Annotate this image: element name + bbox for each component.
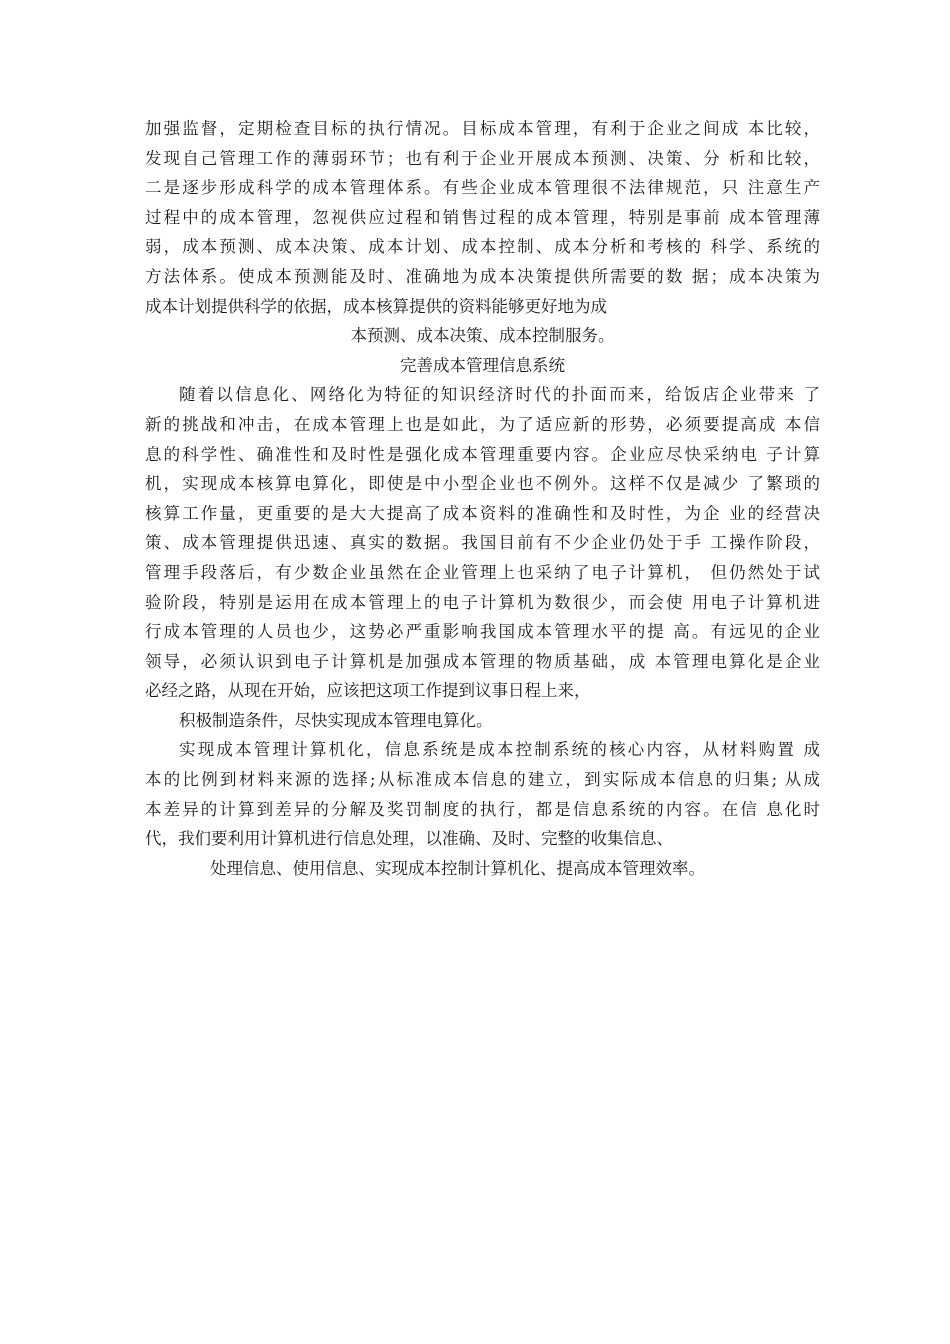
text-line: 加强监督，定期检查目标的执行情况。目标成本管理，有利于企业之间成 本比较， bbox=[145, 119, 820, 138]
document-page bbox=[145, 114, 820, 883]
text-line: 核算工作量，更重要的是大大提高了成本资料的准确性和及时性，为企 业的经营决 bbox=[145, 503, 820, 523]
text-line: 息的科学性、确准性和及时性是强化成本管理重要内容。企业应尽快采纳电 子计算 bbox=[145, 444, 820, 464]
text-line: 管理手段落后，有少数企业虽然在企业管理上也采纳了电子计算机， 但仍然处于试 bbox=[145, 562, 820, 582]
text-line: 代，我们要利用计算机进行信息处理，以准确、及时、完整的收集信息、 bbox=[145, 829, 673, 849]
text-line: 二是逐步形成科学的成本管理体系。有些企业成本管理很不法律规范，只 注意生产 bbox=[145, 178, 820, 198]
text-line: 方法体系。使成本预测能及时、准确地为成本决策提供所需要的数 据；成本决策为 bbox=[145, 266, 820, 286]
text-line: 验阶段，特别是运用在成本管理上的电子计算机为数很少，而会使 用电子计算机进 bbox=[145, 592, 820, 612]
text-line: 过程中的成本管理，忽视供应过程和销售过程的成本管理，特别是事前 成本管理薄 bbox=[145, 207, 820, 227]
text-line: 本预测、成本决策、成本控制服务。 bbox=[350, 326, 615, 346]
text-line: 行成本管理的人员也少，这势必严重影响我国成本管理水平的提 高。有远见的企业 bbox=[145, 622, 820, 642]
text-line: 领导，必须认识到电子计算机是加强成本管理的物质基础，成 本管理电算化是企业 bbox=[145, 651, 820, 671]
text-line: 必经之路，从现在开始，应该把这项工作提到议事日程上来， bbox=[145, 681, 591, 701]
text-line: 处理信息、使用信息、实现成本控制计算机化、提高成本管理效率。 bbox=[210, 858, 705, 878]
text-line: 新的挑战和冲击，在成本管理上也是如此，为了适应新的形势，必须要提高成 本信 bbox=[145, 414, 820, 434]
text-line: 本的比例到材料来源的选择;从标准成本信息的建立，到实际成本信息的归集; 从成 bbox=[145, 770, 820, 790]
text-line: 随着以信息化、网络化为特征的知识经济时代的扑面而来，给饭店企业带来 了 bbox=[179, 385, 820, 405]
paragraph-target-cost bbox=[145, 114, 820, 351]
paragraph-informatization bbox=[145, 380, 820, 735]
text-line: 发现自己管理工作的薄弱环节；也有利于企业开展成本预测、决策、分 析和比较， bbox=[145, 148, 820, 168]
text-line: 积极制造条件，尽快实现成本管理电算化。 bbox=[179, 710, 493, 730]
text-line: 实现成本管理计算机化，信息系统是成本控制系统的核心内容，从材料购置 成 bbox=[179, 740, 820, 760]
text-line: 本差异的计算到差异的分解及奖罚制度的执行，都是信息系统的内容。在信 息化时 bbox=[145, 799, 820, 819]
text-line: 机，实现成本核算电算化，即使是中小型企业也不例外。这样不仅是减少 了繁琐的 bbox=[145, 474, 820, 494]
paragraph-info-system bbox=[145, 735, 820, 883]
text-line: 策、成本管理提供迅速、真实的数据。我国目前有不少企业仍处于手 工操作阶段， bbox=[145, 533, 820, 553]
text-line: 成本计划提供科学的依据，成本核算提供的资料能够更好地为成 bbox=[145, 296, 607, 316]
text-line: 弱，成本预测、成本决策、成本计划、成本控制、成本分析和考核的 科学、系统的 bbox=[145, 237, 820, 257]
section-heading: 完善成本管理信息系统 bbox=[400, 355, 565, 375]
